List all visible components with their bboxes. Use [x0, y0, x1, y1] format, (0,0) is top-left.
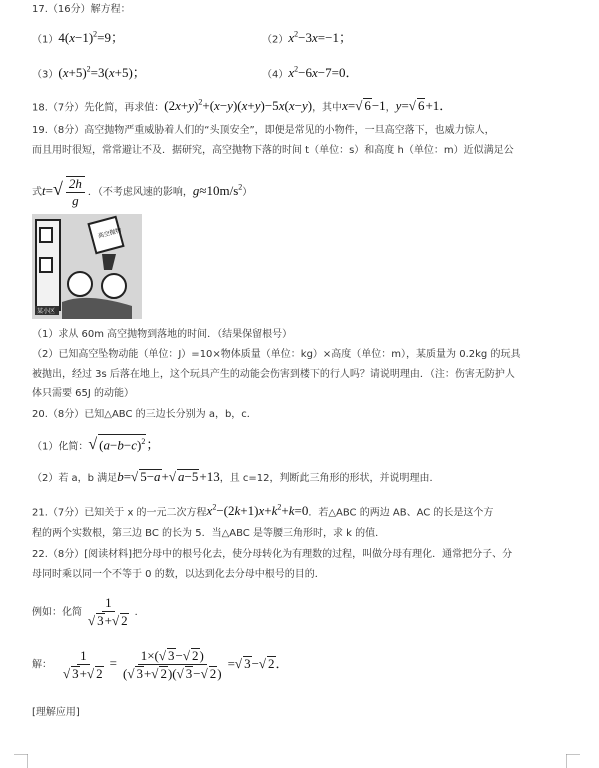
q18-sep: ，: [385, 102, 396, 114]
q22-line2: 母同时乘以同一个不等于 0 的数，以达到化去分母中根号的目的．: [32, 569, 325, 580]
q19-formula-prefix: 式: [32, 186, 42, 198]
q18-question: 18.（7分）先化简，再求值：$(2x+y)^2+(x-y)(x+y)-5x(x-y)$，其中x=√ 6−1，y=√ 6+1．: [32, 98, 453, 114]
q19-note: ．（不考虑风速的影响，: [87, 186, 193, 198]
q17-part4: $(4)x^2-6x-7=0$．: [262, 65, 359, 81]
falling-object-illustration: [32, 214, 142, 319]
corner-mark-left: [14, 754, 28, 768]
ground-label: 某小区: [37, 308, 56, 315]
q21-suffix: ．若△ABC 的两边 AB、AC 的长是这个方: [308, 507, 494, 519]
q19-formula-line: 式t=√ $\frac{2h}{g}$ ．（不考虑风速的影响，$g\approx 10m/s^2$）: [32, 176, 253, 208]
q21-prefix: 21.（7分）已知关于 x 的一元二次方程: [32, 507, 207, 519]
q20-sub1: （1）化简：√ $(a-b-c)^2$；: [32, 434, 159, 454]
q19-sub2-line2: 被抛出，经过 3s 后落在地上，这个玩具产生的动能会伤害到楼下的行人吗？请说明理由．（注：伤害无防护人: [32, 369, 515, 380]
q17-part3: $(3)(x+5)^2=3(x+5)$；: [32, 65, 146, 81]
q18-condition: ，其中: [312, 102, 343, 114]
q21-line1: 21.（7分）已知关于 x 的一元二次方程$x^2-(2k+1)x+k^2+k=0$．若△ABC 的两边 AB、AC 的长是这个方: [32, 503, 494, 519]
part-label: （1）: [32, 34, 59, 46]
q20-heading: 20.（8分）已知△ABC 的三边长分别为 a，b，c．: [32, 409, 257, 420]
q17-heading: 17.（16分）解方程：: [32, 4, 131, 15]
q19-sub2-line3: 体只需要 65J 的动能）: [32, 388, 135, 399]
q22-apply-heading: [理解应用]: [32, 707, 80, 718]
q17-part1: $(1)4(x-1)^2=9$；: [32, 30, 125, 46]
q17-part2: $(2)x^2-3x=-1$；: [262, 30, 352, 46]
q18-heading: 18.（7分）先化简，再求值：: [32, 102, 165, 114]
q22-example: 例如：化简 $\frac{1}{√ 3+√ 2}$ ．: [32, 595, 145, 628]
q22-line1: 22.（8分）[阅读材料]把分母中的根号化去，使分母转化为有理数的过程，叫做分母有理化．通常把分子、分: [32, 549, 513, 560]
corner-mark-right: [566, 754, 580, 768]
q19-sub1: （1）求从 60m 高空抛物到落地的时间．（结果保留根号）: [32, 329, 293, 340]
q19-line1: 19.（8分）高空抛物严重威胁着人们的“头顶安全”，即便是常见的小物件，一旦高空落下，也威力惊人，: [32, 125, 495, 136]
q19-sub2-line1: （2）已知高空坠物动能（单位：J）=10×物体质量（单位：kg）×高度（单位：m），某质量为 0.2kg 的玩具: [32, 349, 521, 360]
example-label: 例如：化简: [32, 607, 82, 618]
q20-sub1-label: （1）化简：: [32, 441, 89, 453]
example-period: ．: [134, 607, 145, 618]
q22-solution: 解： $\frac{1}{√ 3+√ 2}$ = $\frac{1\times(√ 3-√ 2)}{(√ 3+√ 2)(√ 3-√ 2)}$ =√ 3−√ 2．: [32, 647, 289, 681]
q21-line2: 程的两个实数根，第三边 BC 的长为 5．当△ABC 是等腰三角形时，求 k 的值．: [32, 528, 386, 539]
q19-close: ）: [242, 186, 253, 198]
solution-label: 解：: [32, 659, 52, 671]
q20-sub2-text: ，且 c=12，判断此三角形的形状，并说明理由．: [219, 473, 440, 484]
part-label: （3）: [32, 69, 59, 81]
q20-sub2-label: （2）若 a，b 满足: [32, 473, 118, 484]
part-label: （4）: [262, 69, 289, 81]
sign-text: 高空抛物: [97, 226, 123, 240]
q19-line2: 而且用时很短，常常避让不及．据研究，高空抛物下落的时间 t（单位：s）和高度 h（单位：m）近似满足公: [32, 145, 514, 156]
q20-sub2: （2）若 a，b 满足b=√ 5−a+√ a−5+13，且 c=12，判断此三角形的形状，并说明理由．: [32, 469, 440, 484]
part-label: （2）: [262, 34, 289, 46]
